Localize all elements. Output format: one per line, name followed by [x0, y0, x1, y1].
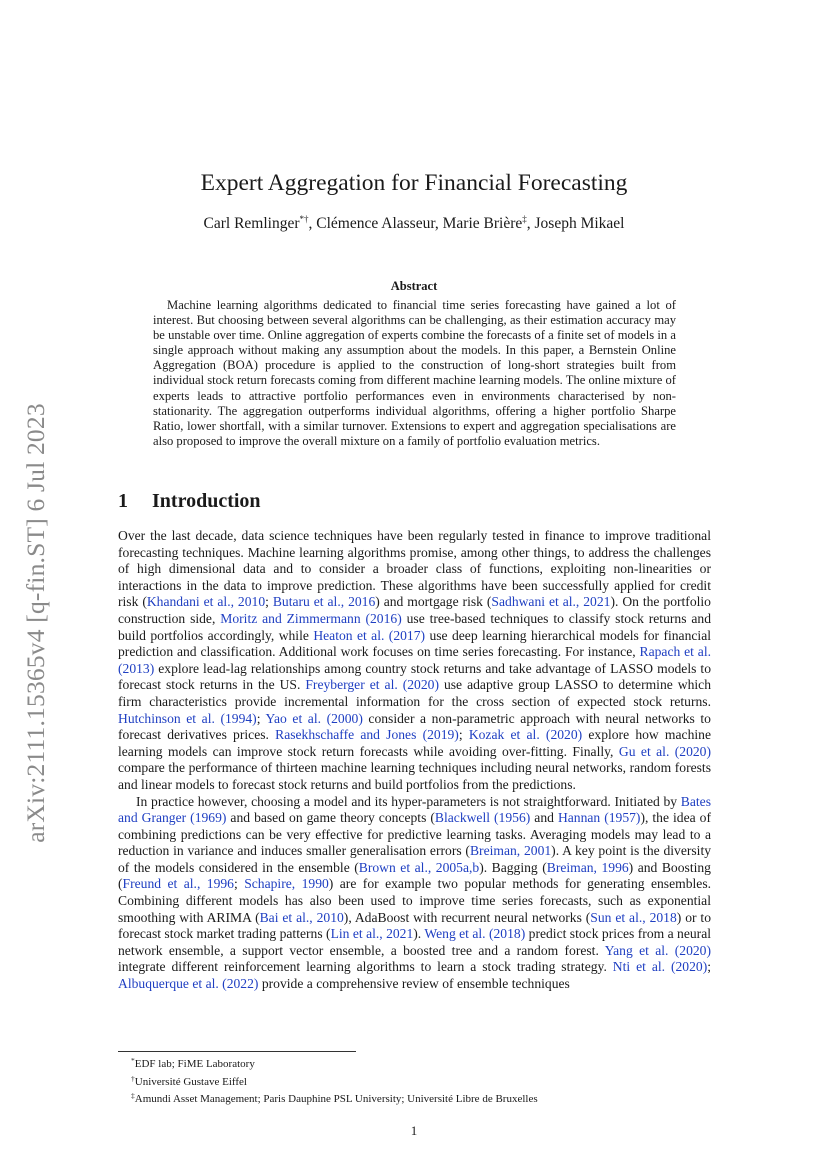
author-name: Clémence Alasseur — [316, 215, 435, 232]
author-list — [0, 214, 828, 233]
author-affiliation-mark: ‡ — [522, 214, 527, 224]
text-run: explore how machine learning models can improve stock return forecasts while avoiding over-fitting. Finally, — [118, 727, 711, 759]
text-run: ; — [707, 959, 712, 975]
text-run: ; — [256, 710, 266, 726]
citation-link[interactable]: Albuquerque et al. (2022) — [118, 976, 259, 992]
citation-link[interactable]: Khandani et al., 2010 — [146, 594, 266, 610]
text-run: ) and mortgage risk ( — [375, 594, 492, 610]
citation-link[interactable]: Bai et al., 2010 — [259, 909, 344, 925]
text-run: consider a non-parametric approach with neural networks to forecast derivatives prices. — [118, 710, 711, 743]
citation-link[interactable]: Moritz and Zimmermann (2016) — [220, 610, 402, 626]
text-run: In practice however, choosing a model and its hyper-parameters is not straightforward. Initiated by — [136, 793, 681, 809]
footnote-text: Amundi Asset Management; Paris Dauphine PSL University; Université Libre de Bruxelles — [134, 1093, 538, 1106]
citation-link[interactable]: Blackwell (1956) — [434, 810, 531, 826]
text-run: use deep learning hierarchical models for financial prediction and classification. Additional work focuses on time series forecasting. For instance, — [118, 627, 712, 660]
footnote-text: Université Gustave Eiffel — [134, 1075, 247, 1088]
citation-link[interactable]: Sadhwani et al., 2021 — [491, 594, 611, 610]
author-separator: , — [308, 215, 317, 232]
text-run: and based on game theory concepts ( — [226, 810, 435, 826]
abstract-heading: Abstract — [390, 279, 438, 293]
text-run: explore lead-lag relationships among country stock returns and take advantage of LASSO models to forecast stock returns in the US. — [118, 660, 711, 693]
citation-link[interactable]: Gu et al. (2020) — [618, 743, 712, 759]
text-run: ; — [265, 594, 273, 610]
citation-link[interactable]: Kozak et al. (2020) — [468, 727, 583, 743]
section-heading — [118, 490, 261, 513]
citation-link[interactable]: Breiman, 1996 — [546, 859, 629, 875]
citation-link[interactable]: Heaton et al. (2017) — [313, 627, 426, 643]
text-run: ) or to forecast stock market trading patterns ( — [118, 909, 711, 942]
text-run: ; — [458, 727, 469, 743]
text-run: ). A key point is the diversity of the models considered in the ensemble ( — [118, 843, 712, 875]
text-run: ). Bagging ( — [479, 859, 547, 875]
citation-link[interactable]: Rasekhschaffe and Jones (2019) — [275, 727, 459, 743]
citation-link[interactable]: Breiman, 2001 — [469, 843, 552, 859]
citation-link[interactable]: Bates and Granger (1969) — [118, 793, 711, 826]
footnote — [131, 1054, 691, 1072]
abstract-text: Machine learning algorithms dedicated to financial time series forecasting have gained a lot of interest. But choosing between several algorithms can be challenging, as their estimation accuracy may be unstable over time. Online aggregation of experts combine the forecasts of a finite set of models in a single approach without making any assumption about the models. In this paper, a Bernstein Online Aggregation (BOA) procedure is applied to the construction of long-short strategies built from individual stock return forecasts coming from different machine learning models. The online mixture of experts leads to attractive portfolio performances even in environments characterised by non-stationarity. The aggregation outperforms individual algorithms, offering a higher portfolio Sharpe Ratio, lower shortfall, with a similar turnover. Extensions to expert and aggregation specialisations are also proposed to improve the overall mixture on a family of portfolio evaluation metrics. — [153, 298, 676, 448]
paragraph — [118, 794, 711, 993]
citation-link[interactable]: Sun et al., 2018 — [590, 909, 677, 925]
footnote-rule — [118, 1051, 356, 1052]
author-separator: , — [526, 215, 535, 232]
text-run: provide a comprehensive review of ensemble techniques — [258, 976, 570, 992]
citation-link[interactable]: Butaru et al., 2016 — [272, 594, 376, 610]
footnote-mark: * — [131, 1056, 135, 1065]
citation-link[interactable]: Schapire, 1990 — [244, 876, 329, 892]
citation-link[interactable]: Freund et al., 1996 — [122, 876, 234, 892]
author-name: Carl Remlinger — [203, 215, 300, 232]
text-run: use tree-based techniques to classify stock returns and build portfolios accordingly, while — [118, 610, 711, 643]
paper-title: Expert Aggregation for Financial Forecasting — [200, 170, 628, 196]
text-run: ), AdaBoost with recurrent neural networks ( — [343, 909, 591, 925]
text-run: predict stock prices from a neural network ensemble, a support vector ensemble, a boosted tree and a random forest. — [118, 926, 711, 958]
author-separator: , — [434, 215, 443, 232]
citation-link[interactable]: Brown et al., 2005a,b — [358, 859, 480, 875]
citation-link[interactable]: Weng et al. (2018) — [424, 926, 526, 942]
text-run: use adaptive group LASSO to determine which firm characteristics provide incremental information for the cross section of expected stock returns. — [118, 677, 711, 709]
footnote-mark: † — [131, 1073, 135, 1083]
author-name: Joseph Mikael — [534, 215, 625, 232]
footnote-text: EDF lab; FiME Laboratory — [134, 1058, 255, 1070]
footnote — [131, 1089, 691, 1107]
text-run: Over the last decade, data science techniques have been regularly tested in finance to improve traditional forecasting techniques. Machine learning algorithms promise, among other things, to address the challenges of high dimensional data and to consider a broader class of functions, exploiting non-linearities or interactions in the data to improve prediction. These algorithms have been successfully applied for credit risk ( — [118, 528, 711, 610]
citation-link[interactable]: Rapach et al. (2013) — [118, 644, 712, 676]
citation-link[interactable]: Hannan (1957) — [557, 810, 641, 826]
text-run: compare the performance of thirteen machine learning techniques including neural networks, random forests and linear models to forecast stock returns and build portfolios from the predictions. — [118, 760, 711, 792]
text-run: ) are for example two popular methods for generating ensembles. Combining different models has also been used to improve time series forecasts, such as exponential smoothing with ARIMA ( — [118, 876, 712, 925]
section-title: Introduction — [152, 490, 261, 512]
text-run: ). On the portfolio construction side, — [118, 594, 711, 626]
arxiv-sidebar-stamp — [16, 374, 56, 872]
text-run: ; — [233, 876, 245, 892]
citation-link[interactable]: Lin et al., 2021 — [330, 926, 414, 942]
text-run: integrate different reinforcement learning algorithms to learn a stock trading strategy. — [118, 959, 613, 975]
body-text — [118, 528, 711, 993]
page-number: 1 — [410, 1123, 418, 1138]
citation-link[interactable]: Hutchinson et al. (1994) — [118, 710, 257, 726]
footnotes — [131, 1054, 691, 1107]
text-run: and — [530, 810, 558, 826]
footnote-mark: ‡ — [131, 1091, 135, 1101]
author-affiliation-mark: *† — [299, 214, 309, 224]
arxiv-identifier: arXiv:2111.15365v4 [q-fin.ST] 6 Jul 2023 — [21, 403, 50, 843]
citation-link[interactable]: Freyberger et al. (2020) — [305, 677, 439, 693]
citation-link[interactable]: Yao et al. (2000) — [265, 710, 363, 726]
text-run: ) and Boosting ( — [118, 859, 711, 892]
footnote — [131, 1072, 691, 1090]
citation-link[interactable]: Nti et al. (2020) — [612, 959, 708, 975]
author-name: Marie Brière — [442, 215, 523, 232]
text-run: ). — [413, 926, 425, 942]
text-run: ), the idea of combining predictions can be very effective for predictive learning tasks. Averaging models may lead to a reduction in variance and induces smaller generalisation errors ( — [118, 810, 711, 859]
section-number: 1 — [118, 490, 128, 512]
citation-link[interactable]: Yang et al. (2020) — [604, 942, 711, 958]
paragraph — [118, 528, 711, 794]
